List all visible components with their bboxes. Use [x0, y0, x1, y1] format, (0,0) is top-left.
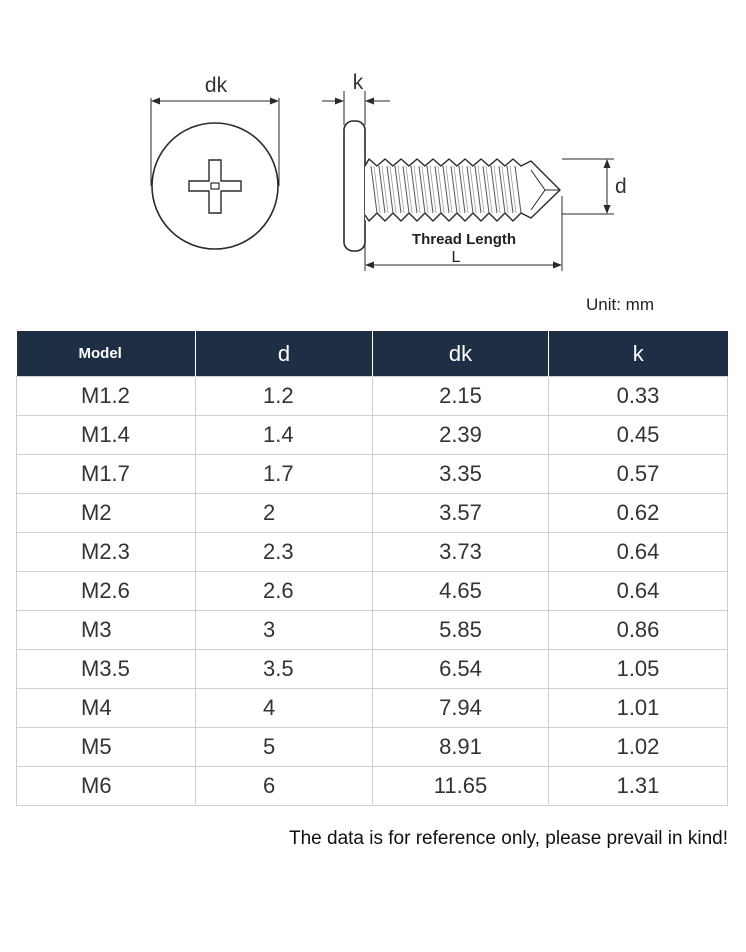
cell-k: 1.05 [549, 650, 728, 689]
k-dimension [322, 71, 390, 125]
table-row [17, 377, 728, 416]
header-model: Model [17, 331, 196, 377]
cell-k: 1.02 [549, 728, 728, 767]
cell-dk: 5.85 [373, 611, 549, 650]
table-row [17, 572, 728, 611]
cell-k: 0.64 [549, 533, 728, 572]
cell-model: M2.6 [17, 572, 196, 611]
table-row [17, 767, 728, 806]
table-row [17, 494, 728, 533]
footer-note: The data is for reference only, please prevail in kind! [289, 828, 728, 849]
cell-d: 2 [196, 494, 373, 533]
screw-head-top-view [152, 123, 278, 249]
cell-model: M6 [17, 767, 196, 806]
cell-dk: 6.54 [373, 650, 549, 689]
header-d: d [196, 331, 373, 377]
header-dk: dk [373, 331, 549, 377]
cell-model: M5 [17, 728, 196, 767]
cell-k: 0.45 [549, 416, 728, 455]
cell-model: M1.4 [17, 416, 196, 455]
table-row [17, 728, 728, 767]
screw-dimension-diagram [0, 0, 746, 290]
cell-d: 3.5 [196, 650, 373, 689]
table-body [17, 377, 728, 806]
cell-dk: 2.15 [373, 377, 549, 416]
cell-dk: 4.65 [373, 572, 549, 611]
d-dimension [562, 159, 627, 214]
dk-label: dk [204, 74, 228, 97]
cell-d: 4 [196, 689, 373, 728]
cell-k: 0.57 [549, 455, 728, 494]
cell-d: 6 [196, 767, 373, 806]
table-header-row [17, 331, 728, 377]
cell-d: 1.2 [196, 377, 373, 416]
cell-d: 2.6 [196, 572, 373, 611]
cell-k: 1.31 [549, 767, 728, 806]
cell-dk: 8.91 [373, 728, 549, 767]
table-row [17, 689, 728, 728]
k-label: k [352, 71, 364, 94]
cell-d: 5 [196, 728, 373, 767]
cell-d: 2.3 [196, 533, 373, 572]
dk-dimension [151, 74, 279, 186]
table-row [17, 533, 728, 572]
table-row [17, 416, 728, 455]
cell-k: 0.86 [549, 611, 728, 650]
cell-dk: 2.39 [373, 416, 549, 455]
cell-model: M1.2 [17, 377, 196, 416]
cell-d: 1.4 [196, 416, 373, 455]
cell-model: M1.7 [17, 455, 196, 494]
cell-model: M2 [17, 494, 196, 533]
cell-dk: 3.35 [373, 455, 549, 494]
cell-model: M3.5 [17, 650, 196, 689]
cell-model: M4 [17, 689, 196, 728]
d-label: d [615, 175, 627, 198]
cell-d: 3 [196, 611, 373, 650]
cell-dk: 3.57 [373, 494, 549, 533]
cell-dk: 3.73 [373, 533, 549, 572]
table-row [17, 455, 728, 494]
header-k: k [549, 331, 728, 377]
cell-dk: 7.94 [373, 689, 549, 728]
cell-k: 0.62 [549, 494, 728, 533]
thread-length-label: Thread Length [411, 231, 517, 248]
cell-k: 1.01 [549, 689, 728, 728]
cell-dk: 11.65 [373, 767, 549, 806]
length-label: L [451, 249, 461, 266]
cell-k: 0.64 [549, 572, 728, 611]
screw-spec-table [16, 331, 728, 806]
cell-model: M2.3 [17, 533, 196, 572]
table-row [17, 650, 728, 689]
cell-k: 0.33 [549, 377, 728, 416]
table-row [17, 611, 728, 650]
cell-model: M3 [17, 611, 196, 650]
unit-note: Unit: mm [586, 295, 654, 314]
cell-d: 1.7 [196, 455, 373, 494]
